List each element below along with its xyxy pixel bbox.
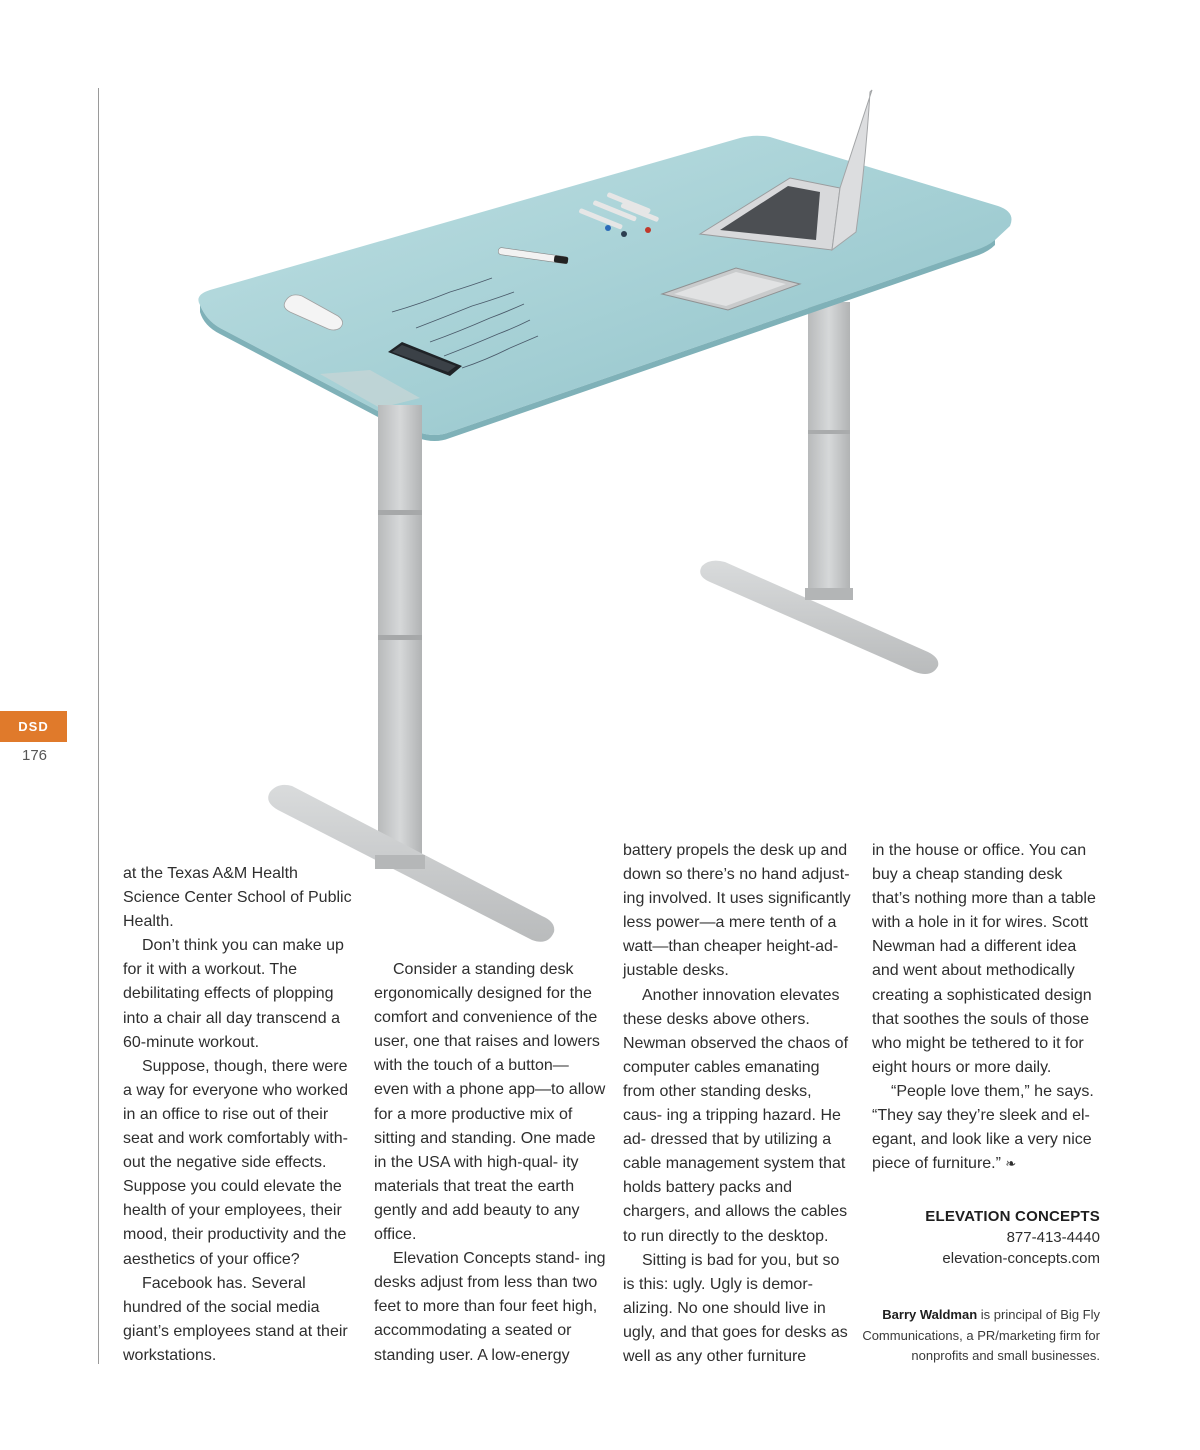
paragraph: Another innovation elevates these desks above others. Newman observed the chaos of computer cables emanating from other standing desks, caus- ing a tripping hazard. He ad- dressed that by utilizing a cable management system that holds battery packs and chargers, and allows the cables to run directly to the desktop. [623, 986, 849, 1245]
company-phone: 877-413-4440 [1006, 1229, 1100, 1246]
paragraph [872, 1080, 1104, 1176]
company-website: elevation-concepts.com [942, 1250, 1100, 1267]
paragraph: in the house or office. You can buy a cheap standing desk that’s nothing more than a table with a hole in it for wires. Scott Newman had a different idea and went about methodically creating a sophisticated design that soothes the souls of those who might be tethered to it for eight hours or more daily. [872, 842, 1096, 1076]
paragraph: Consider a standing desk ergonomically designed for the comfort and convenience of the user, one that raises and lowers with the touch of a button— even with a phone app—to allow for a more productive mix of sitting and standing. One made in the USA with high-qual- ity materials that treat the earth gently and add beauty to any office. [374, 961, 606, 1244]
back-leg [700, 302, 938, 674]
end-mark-icon: ❧ [1005, 1156, 1017, 1172]
paragraph: battery propels the desk up and down so there’s no hand adjust- ing involved. It uses significantly less power—a mere tenth of a watt—than cheaper height-ad- justable desks. [623, 842, 851, 980]
article-column-1 [123, 862, 355, 1368]
article-column-2 [374, 958, 606, 1368]
article-column-3 [623, 839, 855, 1369]
author-bio-text: is principal of Big Fly Communications, a PR/marketing firm for nonprofits and small businesses. [862, 1307, 1100, 1363]
author-name: Barry Waldman [882, 1307, 978, 1322]
company-info [925, 1206, 1100, 1269]
paragraph: Elevation Concepts stand- ing desks adjust from less than two feet to more than four feet high, accommodating a seated or standing user. A low-energy [374, 1250, 606, 1364]
paragraph: Don’t think you can make up for it with a workout. The debilitating effects of plopping into a chair all day transcend a 60-minute workout. [123, 937, 344, 1051]
margin-rule [98, 88, 99, 1364]
author-bio [860, 1305, 1100, 1367]
paragraph: Sitting is bad for you, but so is this: ugly. Ugly is demor- alizing. No one should live in ugly, and that goes for desks as well as any other furniture [623, 1251, 848, 1365]
paragraph: at the Texas A&M Health Science Center School of Public Health. [123, 865, 352, 931]
section-tab-label: DSD [18, 719, 49, 734]
article-column-4 [872, 839, 1104, 1176]
paragraph: Facebook has. Several hundred of the social media giant’s employees stand at their workstations. [123, 1274, 348, 1364]
company-name: ELEVATION CONCEPTS [925, 1208, 1100, 1225]
page-number: 176 [22, 747, 48, 764]
standing-desk-photo [180, 80, 1040, 960]
closing-quote: “People love them,” he says. “They say they’re sleek and el- egant, and look like a very nice piece of furniture.” [872, 1082, 1094, 1173]
section-tab [0, 711, 67, 742]
paragraph: Suppose, though, there were a way for everyone who worked in an office to rise out of their seat and work comfortably with- out the negative side effects. Suppose you could elevate the health of your employees, their mood, their productivity and the aesthetics of your office? [123, 1057, 348, 1268]
glass-desk-top [198, 136, 1011, 441]
